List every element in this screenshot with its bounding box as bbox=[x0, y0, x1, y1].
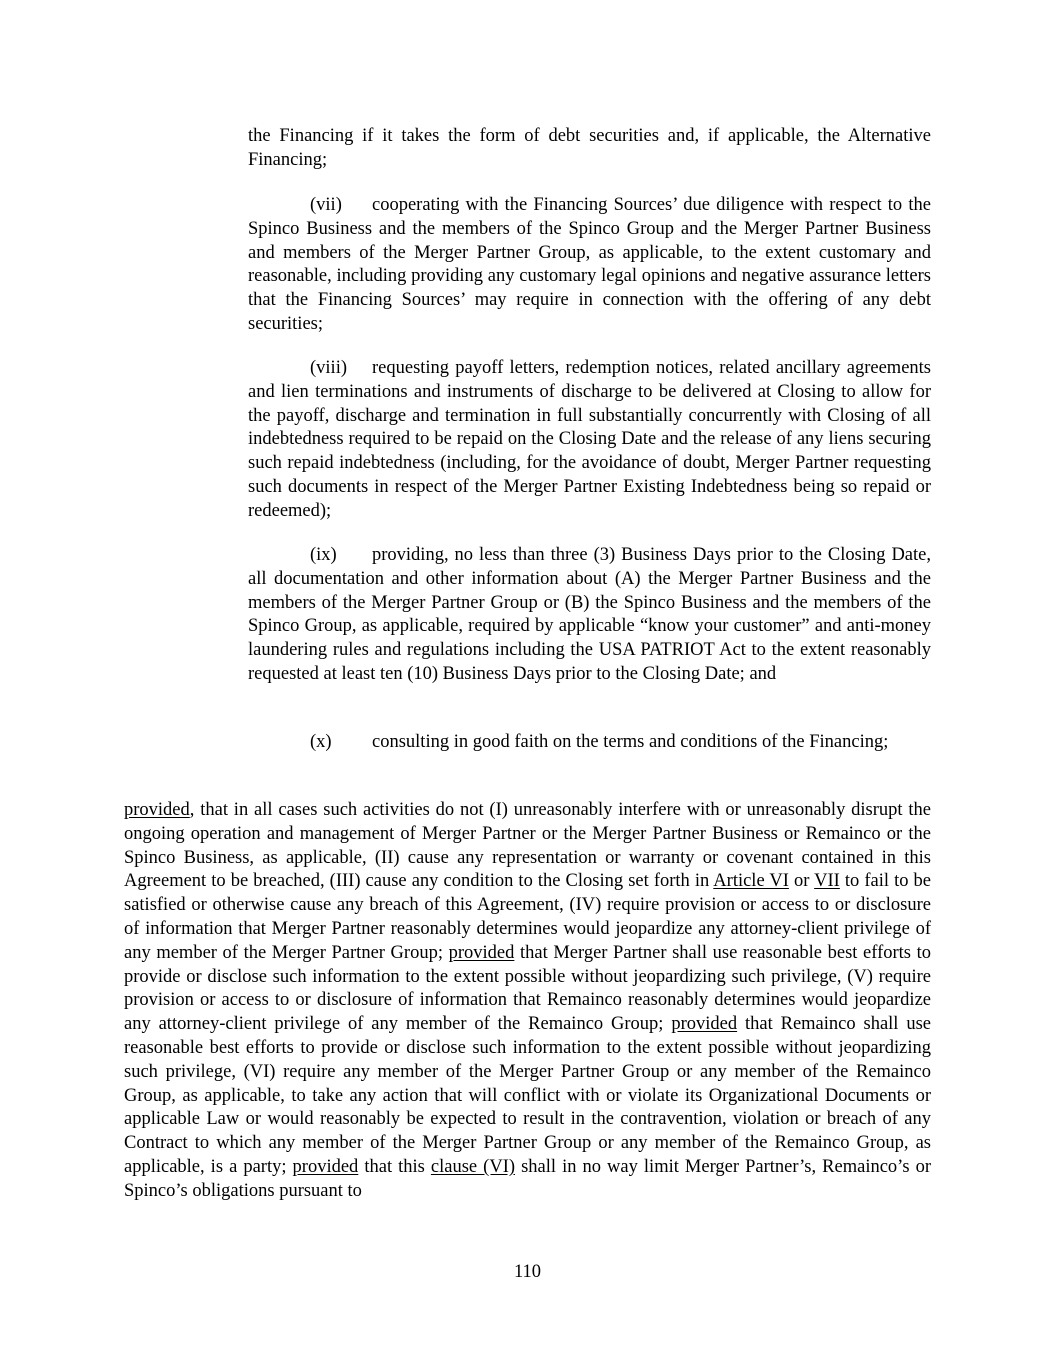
item-number: (ix) bbox=[310, 545, 337, 565]
proviso-segment: , that in all cases such activities do not (I) unreasonably interfere with or unreasonably disrupt the ongoing operation and management of Merger Partner or the Merger Partner Business or Remainco or the Spinco Business, as applicable, (II) cause any representation or warranty or covenant contained in this Agreement to be breached, (III) cause any condition to the Closing set forth in bbox=[124, 800, 931, 892]
item-number: (vii) bbox=[310, 195, 342, 215]
proviso-segment: to fail to be satisfied or otherwise cause any breach of this Agreement, (IV) require provision or access to or disclosure of information that Merger Partner reasonably determines would jeopardize any attorney-client privilege of any member of the Merger Partner Group; bbox=[124, 871, 931, 963]
proviso-paragraph bbox=[124, 799, 931, 1204]
item-number: (viii) bbox=[310, 358, 347, 378]
provided-term: provided bbox=[671, 1014, 738, 1035]
page-number: 110 bbox=[513, 1262, 542, 1282]
proviso-segment: that Remainco shall use reasonable best efforts to provide or disclose such information to the extent possible without jeopardizing such privilege, (VI) require any member of the Merger Partner Group or any member of the Remainco Group, as applicable, to take any action that will conflict with or violate its Organizational Documents or applicable Law or would reasonably be expected to result in the contravention, violation or breach of any Contract to which any member of the Merger Partner Group or any member of the Remainco Group, as applicable, is a party; bbox=[124, 1014, 931, 1177]
continuation-paragraph bbox=[248, 125, 931, 173]
list-item-ix bbox=[248, 544, 931, 687]
article-vii-reference: VII bbox=[814, 871, 840, 892]
item-text: cooperating with the Financing Sources’ due diligence with respect to the Spinco Business and the members of the Spinco Group and the Merger Partner Business and members of the Merger Partner Group, as applicable, to the extent customary and reasonable, including providing any customary legal opinions and negative assurance letters that the Financing Sources’ may require in connection with the offering of any debt securities; bbox=[248, 195, 931, 334]
clause-vi-reference: clause (VI) bbox=[430, 1156, 516, 1177]
provided-term: provided bbox=[448, 942, 515, 963]
list-item-x bbox=[248, 731, 931, 755]
proviso-segment: that this bbox=[358, 1156, 431, 1177]
continuation-text: the Financing if it takes the form of debt securities and, if applicable, the Alternative Financing; bbox=[248, 126, 931, 170]
item-text: consulting in good faith on the terms and conditions of the Financing; bbox=[372, 732, 889, 752]
item-number: (x) bbox=[310, 732, 332, 752]
provided-term: provided bbox=[292, 1156, 359, 1177]
list-item bbox=[248, 194, 931, 337]
proviso-segment: or bbox=[788, 871, 815, 892]
proviso-segment: shall in no way limit Merger Partner’s, Remainco’s or Spinco’s obligations pursuant to bbox=[124, 1156, 931, 1201]
list-item bbox=[248, 544, 931, 687]
list-item-viii bbox=[248, 357, 931, 524]
item-text: providing, no less than three (3) Business Days prior to the Closing Date, all documentation and other information about (A) the Merger Partner Business and the members of the Merger Partner Group or (B) the Spinco Business and the members of the Spinco Group, as applicable, required by applicable “know your customer” and anti-money laundering rules and regulations including the USA PATRIOT Act to the extent reasonably requested at least ten (10) Business Days prior to the Closing Date; and bbox=[248, 545, 931, 684]
proviso-segment: that Merger Partner shall use reasonable best efforts to provide or disclose such information to the extent possible without jeopardizing such privilege, (V) require provision or access to or disclosure of information that Remainco reasonably determines would jeopardize any attorney-client privilege of any member of the Remainco Group; bbox=[124, 942, 932, 1035]
provided-term: provided bbox=[124, 800, 190, 820]
proviso-text bbox=[124, 799, 931, 1204]
article-vi-reference: Article VI bbox=[713, 871, 789, 892]
list-item bbox=[248, 731, 931, 755]
list-item bbox=[248, 357, 931, 524]
list-item-vii bbox=[248, 194, 931, 337]
item-text: requesting payoff letters, redemption notices, related ancillary agreements and lien terminations and instruments of discharge to be delivered at Closing to allow for the payoff, discharge and termination in full substantially concurrently with Closing of all indebtedness required to be repaid on the Closing Date and the release of any liens securing such repaid indebtedness (including, for the avoidance of doubt, Merger Partner requesting such documents in respect of the Merger Partner Existing Indebtedness being so repaid or redeemed); bbox=[248, 358, 931, 521]
